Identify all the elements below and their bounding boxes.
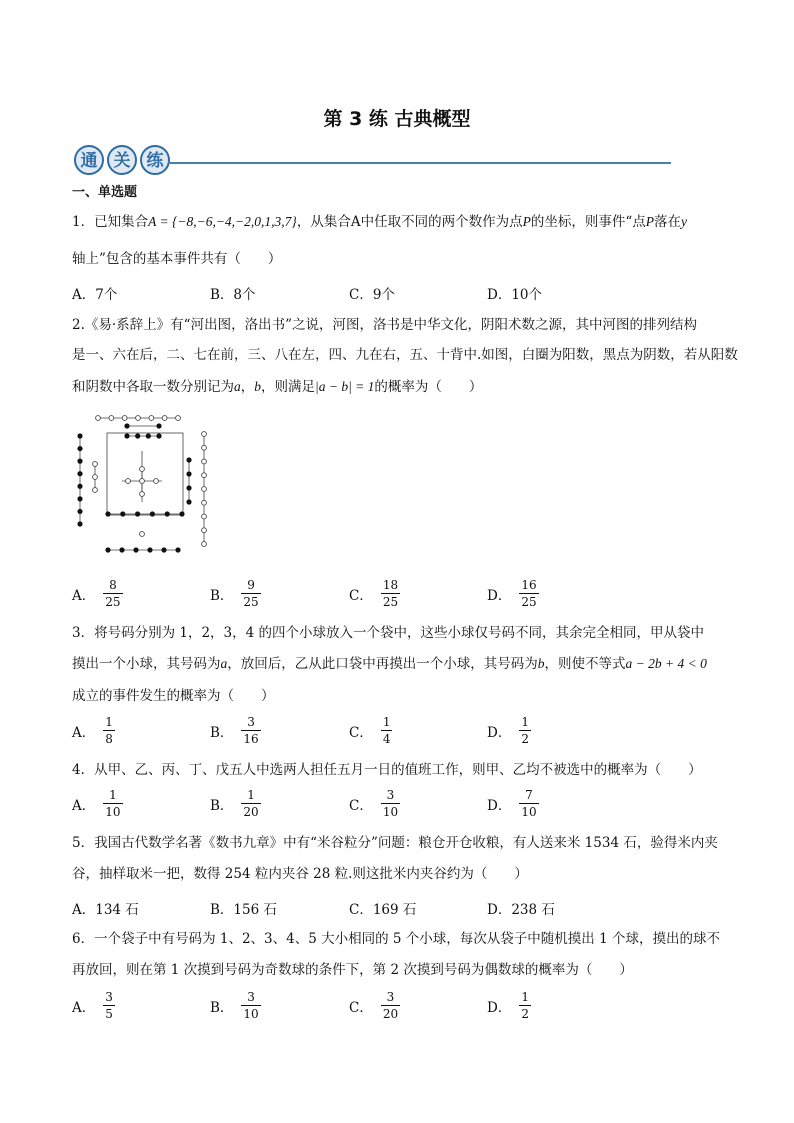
hetu-white-dot	[140, 479, 145, 484]
hetu-white-dot	[140, 467, 145, 472]
hetu-black-dot	[147, 547, 152, 552]
q5-option-b[interactable]: B．156 石	[210, 902, 277, 918]
q3-option-b[interactable]: B． $\frac{3}{16}$	[210, 715, 259, 746]
q4-line-1: 4．从甲、乙、丙、丁、戊五人中选两人担任五月一日的值班工作，则甲、乙均不被选中的概率为（ ）	[72, 762, 702, 778]
hetu-white-dot	[202, 445, 207, 450]
q2-line-3: 和阴数中各取一数分别记为a，b，则满足|a − b| = 1的概率为（ ）	[72, 379, 483, 395]
q3-line-2: 摸出一个小球，其号码为a，放回后，乙从此口袋中再摸出一个小球，其号码为b，则使不等式a − 2b + 4 < 0	[72, 656, 707, 672]
hetu-white-dot	[109, 416, 114, 421]
hetu-black-dot	[186, 485, 191, 490]
q4-option-d[interactable]: D． $\frac{7}{10}$	[487, 788, 537, 819]
hetu-white-dot	[202, 432, 207, 437]
q2-line-1: 2.《易·系辞上》有“河出图，洛出书”之说，河图，洛书是中华文化，阴阳术数之源，其中河图的排列结构	[72, 317, 697, 333]
hetu-white-dot	[93, 488, 98, 493]
q5-option-a[interactable]: A．134 石	[72, 902, 139, 918]
hetu-black-dot	[77, 521, 82, 526]
hetu-black-dot	[150, 511, 155, 516]
q1-option-d[interactable]: D．10个	[487, 287, 543, 303]
q6-option-b[interactable]: B． $\frac{3}{10}$	[210, 990, 259, 1021]
q1-line-2: 轴上”包含的基本事件共有（ ）	[72, 251, 282, 267]
hetu-black-dot	[77, 484, 82, 489]
hetu-black-dot	[77, 433, 82, 438]
logo-char-2: 关	[113, 151, 131, 171]
hetu-white-dot	[140, 492, 145, 497]
q2-condition: |a − b| = 1	[315, 379, 375, 394]
hetu-white-dot	[176, 416, 181, 421]
hetu-black-dot	[77, 446, 82, 451]
hetu-white-dot	[154, 479, 159, 484]
q1-option-b[interactable]: B．8个	[210, 287, 256, 303]
q2-option-a[interactable]: A． $\frac{8}{25}$	[72, 578, 121, 609]
hetu-black-dot	[165, 511, 170, 516]
hetu-white-dot	[202, 487, 207, 492]
logo-char-3: 练	[146, 151, 164, 171]
q3-line-1: 3．将号码分别为 1，2，3，4 的四个小球放入一个袋中，这些小球仅号码不同，其余完全相同，甲从袋中	[72, 625, 705, 641]
q6-line-2: 再放回，则在第 1 次摸到号码为奇数球的条件下，第 2 次摸到号码为偶数球的概率为（ ）	[72, 962, 633, 978]
q1-set: A = {−8,−6,−4,−2,0,1,3,7}	[148, 214, 297, 229]
q6-line-1: 6．一个袋子中有号码为 1、2、3、4、5 大小相同的 5 个小球，每次从袋子中随机摸出 1 个球，摸出的球不	[72, 931, 720, 947]
hetu-white-dot	[202, 514, 207, 519]
hetu-white-dot	[202, 459, 207, 464]
hetu-white-dot	[93, 475, 98, 480]
hetu-black-dot	[186, 471, 191, 476]
q3-option-d[interactable]: D． $\frac{1}{2}$	[487, 715, 529, 746]
q4-option-b[interactable]: B． $\frac{1}{20}$	[210, 788, 259, 819]
hetu-white-dot	[162, 416, 167, 421]
q2-option-d[interactable]: D． $\frac{16}{25}$	[487, 578, 537, 609]
q5-line-2: 谷，抽样取米一把，数得 254 粒内夹谷 28 粒.则这批米内夹谷约为（ ）	[72, 866, 528, 882]
q3-option-a[interactable]: A． $\frac{1}{8}$	[72, 715, 113, 746]
hetu-black-dot	[156, 423, 161, 428]
hetu-black-dot	[77, 496, 82, 501]
hetu-white-dot	[149, 416, 154, 421]
hetu-black-dot	[179, 511, 184, 516]
hetu-white-dot	[140, 532, 145, 537]
hetu-black-dot	[124, 423, 129, 428]
hetu-white-dot	[202, 500, 207, 505]
hetu-white-dot	[202, 528, 207, 533]
q5-option-d[interactable]: D．238 石	[487, 902, 555, 918]
logo-char-1: 通	[80, 151, 98, 171]
q1-option-c[interactable]: C．9个	[349, 287, 395, 303]
q6-option-d[interactable]: D． $\frac{1}{2}$	[487, 990, 529, 1021]
hetu-black-dot	[186, 499, 191, 504]
section-heading: 一、单选题	[72, 185, 138, 200]
q6-option-a[interactable]: A． $\frac{3}{5}$	[72, 990, 113, 1021]
q4-option-a[interactable]: A． $\frac{1}{10}$	[72, 788, 121, 819]
q2-line-2: 是一、六在后，二、七在前，三、八在左，四、九在右，五、十背中.如图，白圈为阳数，黑点为阴数，若从阳数	[72, 347, 738, 363]
hetu-black-dot	[135, 511, 140, 516]
hetu-white-dot	[202, 542, 207, 547]
hetu-black-dot	[120, 511, 125, 516]
q1-line-1: 1．已知集合A = {−8,−6,−4,−2,0,1,3,7}，从集合A中任取不同的两个数作为点P的坐标，则事件“点P落在y	[72, 214, 687, 230]
q4-option-c[interactable]: C． $\frac{3}{10}$	[349, 788, 399, 819]
hetu-white-dot	[93, 462, 98, 467]
hetu-white-dot	[136, 416, 141, 421]
hetu-black-dot	[161, 547, 166, 552]
q2-option-b[interactable]: B． $\frac{9}{25}$	[210, 578, 259, 609]
page-title: 第 3 练 古典概型	[323, 108, 471, 130]
hetu-black-dot	[105, 547, 110, 552]
hetu-white-dot	[126, 479, 131, 484]
q6-option-c[interactable]: C． $\frac{3}{20}$	[349, 990, 399, 1021]
hetu-black-dot	[77, 509, 82, 514]
hetu-white-dot	[202, 473, 207, 478]
hetu-black-dot	[124, 433, 129, 438]
hetu-black-dot	[186, 457, 191, 462]
q1-option-a[interactable]: A．7个	[72, 287, 118, 303]
q3-line-3: 成立的事件发生的概率为（ ）	[72, 688, 275, 704]
hetu-black-dot	[133, 547, 138, 552]
hetu-black-dot	[77, 471, 82, 476]
header-rule	[168, 162, 671, 164]
tongguanlian-logo	[72, 143, 172, 177]
q2-option-c[interactable]: C． $\frac{18}{25}$	[349, 578, 399, 609]
q3-option-c[interactable]: C． $\frac{1}{4}$	[349, 715, 391, 746]
hetu-black-dot	[105, 511, 110, 516]
hetu-black-dot	[77, 459, 82, 464]
hetu-black-dot	[135, 433, 140, 438]
q5-option-c[interactable]: C．169 石	[349, 902, 417, 918]
hetu-figure	[72, 408, 222, 558]
hetu-black-dot	[156, 433, 161, 438]
hetu-black-dot	[119, 547, 124, 552]
q5-line-1: 5．我国古代数学名著《数书九章》中有“米谷粒分”问题：粮仓开仓收粮，有人送来米 1534 石，验得米内夹	[72, 835, 718, 851]
hetu-black-dot	[175, 547, 180, 552]
hetu-white-dot	[122, 416, 127, 421]
q3-inequality: a − 2b + 4 < 0	[625, 656, 707, 671]
hetu-black-dot	[146, 433, 151, 438]
hetu-white-dot	[96, 416, 101, 421]
